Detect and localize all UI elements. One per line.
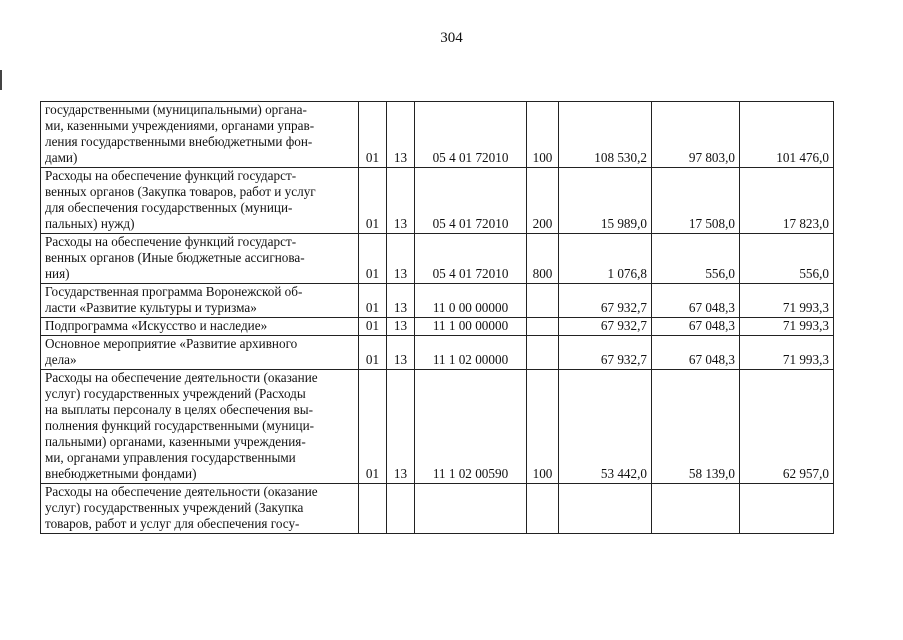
row-description	[41, 370, 359, 484]
scan-edge-mark	[0, 70, 2, 90]
amount-year-3: 556,0	[740, 234, 834, 284]
description-line: ления государственными внебюджетными фон-	[45, 134, 313, 149]
description-line: для обеспечения государственных (муници-	[45, 200, 293, 215]
subsection-code: 13	[387, 168, 415, 234]
section-code: 01	[359, 234, 387, 284]
subsection-code: 13	[387, 370, 415, 484]
amount-year-1: 15 989,0	[559, 168, 652, 234]
amount-year-2: 97 803,0	[652, 102, 740, 168]
row-description	[41, 168, 359, 234]
section-code: 01	[359, 102, 387, 168]
amount-year-3: 71 993,3	[740, 284, 834, 318]
table-row	[41, 336, 834, 370]
description-line: венных органов (Иные бюджетные ассигнова-	[45, 250, 305, 265]
description-line: Расходы на обеспечение деятельности (оказание	[45, 370, 318, 385]
target-article-code: 11 1 02 00000	[415, 336, 527, 370]
row-description	[41, 318, 359, 336]
row-description	[41, 484, 359, 534]
description-line: пальными) органами, казенными учреждения-	[45, 434, 306, 449]
target-article-code: 05 4 01 72010	[415, 102, 527, 168]
amount-year-1: 1 076,8	[559, 234, 652, 284]
description-line: товаров, работ и услуг для обеспечения госу-	[45, 516, 300, 531]
description-line: ми, органами управления государственными	[45, 450, 296, 465]
section-code: 01	[359, 318, 387, 336]
amount-year-2: 67 048,3	[652, 336, 740, 370]
table-row	[41, 484, 834, 534]
description-line: Государственная программа Воронежской об-	[45, 284, 303, 299]
amount-year-1: 67 932,7	[559, 318, 652, 336]
description-line: дами)	[45, 150, 78, 165]
description-line: услуг) государственных учреждений (Расходы	[45, 386, 306, 401]
description-line: венных органов (Закупка товаров, работ и услуг	[45, 184, 316, 199]
description-line: услуг) государственных учреждений (Закупка	[45, 500, 304, 515]
section-code	[359, 484, 387, 534]
table-row	[41, 284, 834, 318]
budget-table	[40, 101, 834, 534]
amount-year-2: 67 048,3	[652, 318, 740, 336]
section-code: 01	[359, 284, 387, 318]
amount-year-3: 101 476,0	[740, 102, 834, 168]
expense-type-code	[527, 484, 559, 534]
target-article-code: 05 4 01 72010	[415, 168, 527, 234]
budget-table-body	[41, 102, 834, 534]
amount-year-2: 556,0	[652, 234, 740, 284]
table-row	[41, 370, 834, 484]
subsection-code: 13	[387, 234, 415, 284]
description-line: полнения функций государственными (муници-	[45, 418, 315, 433]
description-line: Расходы на обеспечение деятельности (оказание	[45, 484, 318, 499]
table-row	[41, 168, 834, 234]
target-article-code: 11 0 00 00000	[415, 284, 527, 318]
description-line: Подпрограмма «Искусство и наследие»	[45, 318, 268, 333]
subsection-code: 13	[387, 102, 415, 168]
description-line: пальных) нужд)	[45, 216, 135, 231]
expense-type-code	[527, 336, 559, 370]
table-row	[41, 234, 834, 284]
amount-year-1: 53 442,0	[559, 370, 652, 484]
description-line: ласти «Развитие культуры и туризма»	[45, 300, 257, 315]
page-number: 304	[440, 30, 463, 46]
amount-year-1: 108 530,2	[559, 102, 652, 168]
expense-type-code: 100	[527, 370, 559, 484]
expense-type-code	[527, 284, 559, 318]
amount-year-2: 17 508,0	[652, 168, 740, 234]
amount-year-1: 67 932,7	[559, 284, 652, 318]
section-code: 01	[359, 370, 387, 484]
section-code: 01	[359, 168, 387, 234]
description-line: ми, казенными учреждениями, органами управ-	[45, 118, 315, 133]
row-description	[41, 234, 359, 284]
amount-year-1	[559, 484, 652, 534]
expense-type-code: 200	[527, 168, 559, 234]
description-line: внебюджетными фондами)	[45, 466, 197, 481]
amount-year-3	[740, 484, 834, 534]
row-description	[41, 336, 359, 370]
subsection-code	[387, 484, 415, 534]
subsection-code: 13	[387, 318, 415, 336]
expense-type-code	[527, 318, 559, 336]
amount-year-2: 67 048,3	[652, 284, 740, 318]
target-article-code: 11 1 00 00000	[415, 318, 527, 336]
amount-year-3: 71 993,3	[740, 318, 834, 336]
table-row	[41, 318, 834, 336]
description-line: на выплаты персоналу в целях обеспечения вы-	[45, 402, 313, 417]
subsection-code: 13	[387, 284, 415, 318]
section-code: 01	[359, 336, 387, 370]
description-line: дела»	[45, 352, 77, 367]
amount-year-3: 71 993,3	[740, 336, 834, 370]
target-article-code: 05 4 01 72010	[415, 234, 527, 284]
table-row	[41, 102, 834, 168]
amount-year-2: 58 139,0	[652, 370, 740, 484]
description-line: Расходы на обеспечение функций государст-	[45, 168, 297, 183]
expense-type-code: 100	[527, 102, 559, 168]
description-line: государственными (муниципальными) органа-	[45, 102, 307, 117]
description-line: ния)	[45, 266, 70, 281]
row-description	[41, 102, 359, 168]
row-description	[41, 284, 359, 318]
amount-year-3: 62 957,0	[740, 370, 834, 484]
target-article-code	[415, 484, 527, 534]
amount-year-1: 67 932,7	[559, 336, 652, 370]
amount-year-3: 17 823,0	[740, 168, 834, 234]
amount-year-2	[652, 484, 740, 534]
description-line: Расходы на обеспечение функций государст-	[45, 234, 297, 249]
target-article-code: 11 1 02 00590	[415, 370, 527, 484]
expense-type-code: 800	[527, 234, 559, 284]
description-line: Основное мероприятие «Развитие архивного	[45, 336, 298, 351]
subsection-code: 13	[387, 336, 415, 370]
